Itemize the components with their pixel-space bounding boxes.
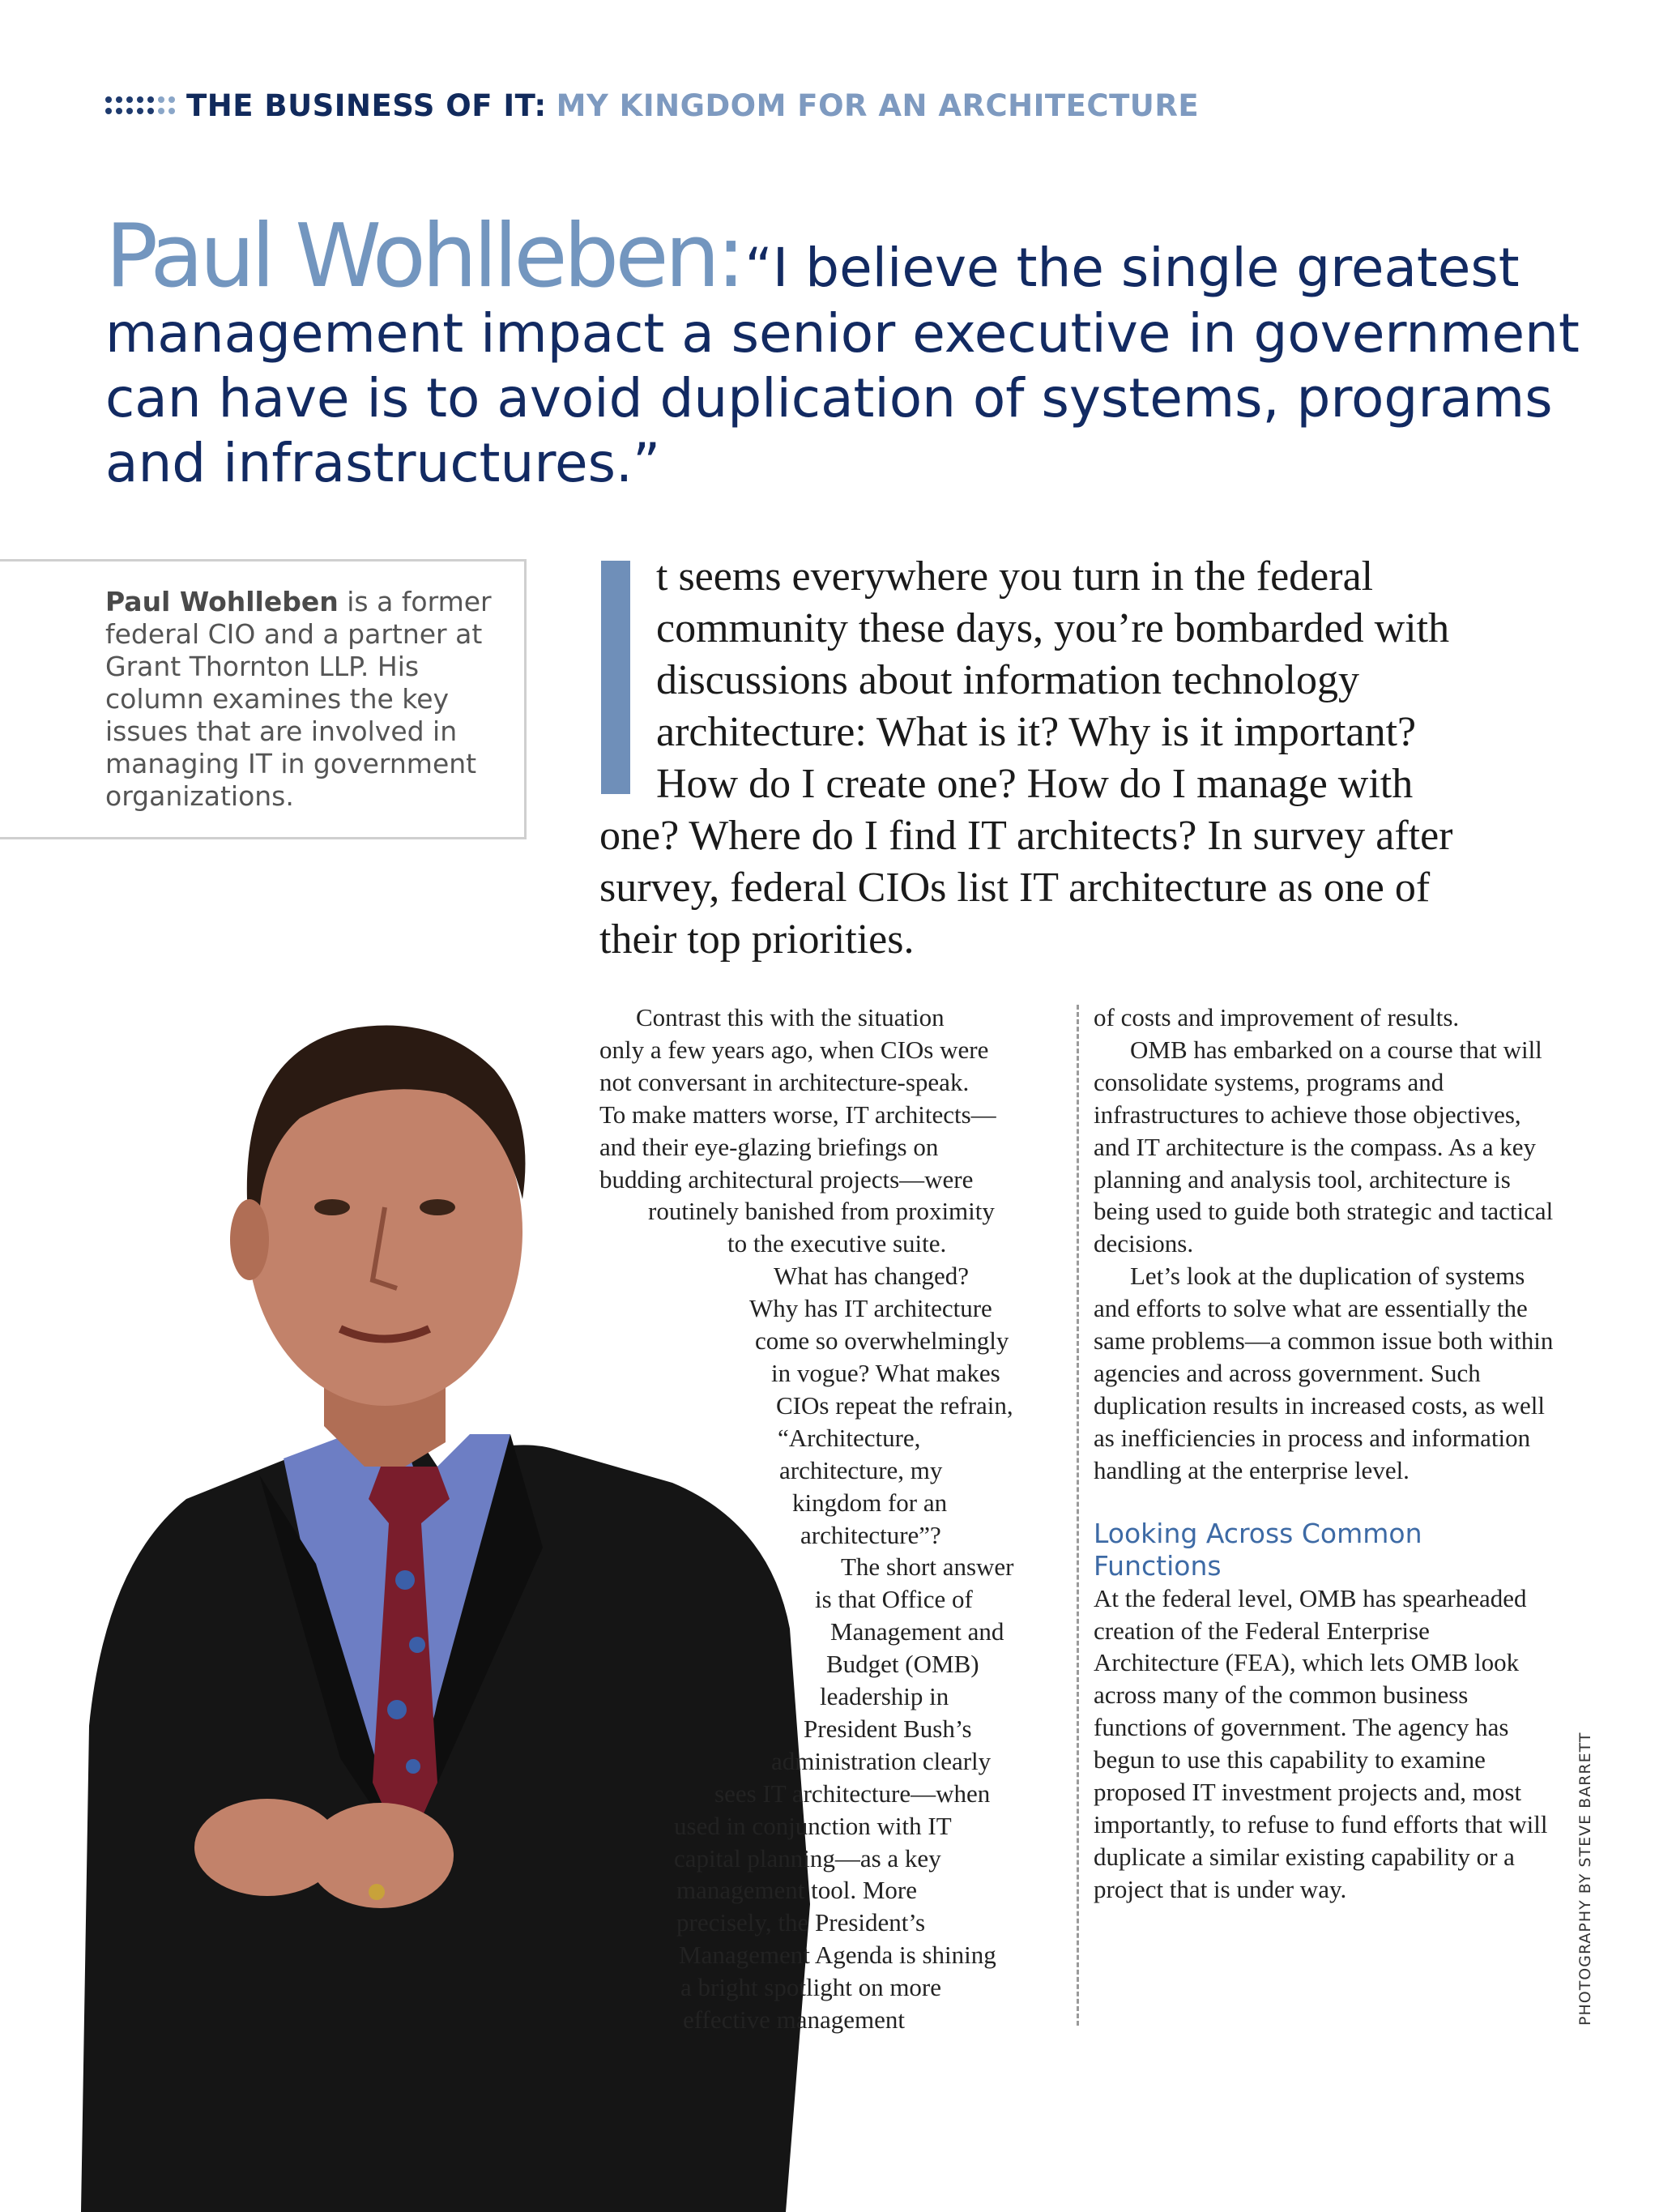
author-bio-text: is a former federal CIO and a partner at Grant Thornton LLP. His column examines the key issues that are involved in managing IT in government organizations.: [105, 586, 492, 812]
intro-line: one? Where do I find IT architects? In survey after: [599, 813, 1453, 859]
col1-line: in vogue? What makes: [771, 1358, 1000, 1387]
intro-line: discussions about information technology: [656, 657, 1360, 703]
headline: [105, 206, 1588, 496]
column-divider: [1077, 1005, 1079, 2026]
headline-quote-line-1: “I believe the single greatest: [744, 237, 1520, 299]
col2-paragraph: At the federal level, OMB has spearheaded creation of the Federal Enterprise Architecture (FEA), which lets OMB look across many of the common business functions of government. The agency has begun to use this capability to examine proposed IT investment projects and, most importantly, to refuse to fund efforts that will duplicate a similar existing capability or a project that is under way.: [1094, 1583, 1548, 1903]
col1-line: effective management: [683, 2005, 905, 2035]
col1-line: management tool. More: [676, 1876, 917, 1905]
intro-line: their top priorities.: [599, 916, 915, 963]
col1-line: and their eye-glazing briefings on: [599, 1132, 939, 1161]
col1-line: Why has IT architecture: [749, 1294, 992, 1323]
col1-line: administration clearly: [771, 1746, 992, 1775]
body-column-2: [1094, 1001, 1555, 1906]
headline-quote-line-2: management impact a senior executive in government: [105, 302, 1580, 365]
col1-line: CIOs repeat the refrain,: [776, 1390, 1013, 1420]
col2-paragraph: of costs and improvement of results.: [1094, 1003, 1460, 1031]
col1-line: leadership in: [820, 1682, 949, 1711]
col1-line: “Architecture,: [778, 1423, 921, 1452]
col1-line: architecture”?: [800, 1520, 941, 1549]
col1-line: architecture, my: [779, 1455, 943, 1484]
col1-line: Management and: [830, 1617, 1004, 1646]
col1-line: kingdom for an: [792, 1488, 948, 1517]
intro-line: t seems everywhere you turn in the federal: [656, 553, 1374, 600]
intro-line: architecture: What is it? Why is it important?: [656, 709, 1417, 755]
body-column-1: [599, 1001, 1053, 2036]
author-name: Paul Wohlleben: [105, 586, 339, 617]
col1-line: is that Office of: [815, 1585, 973, 1614]
col1-line: capital planning—as a key: [674, 1843, 941, 1873]
series-title: THE BUSINESS OF IT:: [186, 88, 547, 123]
intro-line: How do I create one? How do I manage with: [656, 761, 1414, 807]
col1-line: not conversant in architecture-speak.: [599, 1067, 970, 1096]
col2-paragraph: OMB has embarked on a course that will consolidate systems, programs and infrastructures to achieve those objectives, and IT architecture is the compass. As a key planning and analysis tool, architecture is being used to guide both strategic and tactical decisions.: [1094, 1035, 1554, 1258]
col1-line: come so overwhelmingly: [755, 1326, 1009, 1356]
photo-credit: PHOTOGRAPHY BY STEVE BARRETT: [1576, 1732, 1594, 2026]
col1-line: to the executive suite.: [727, 1229, 947, 1258]
col1-line: The short answer: [841, 1552, 1014, 1582]
col1-line: only a few years ago, when CIOs were: [599, 1035, 989, 1064]
intro-paragraph: [599, 551, 1555, 966]
column-topic: MY KINGDOM FOR AN ARCHITECTURE: [556, 88, 1200, 123]
dots-ornament-icon: [105, 96, 175, 114]
col1-line: budding architectural projects—were: [599, 1164, 974, 1194]
intro-line: survey, federal CIOs list IT architecture as one of: [599, 865, 1431, 911]
col2-paragraph: Let’s look at the duplication of systems and efforts to solve what are essentially the same problems—a common issue both within agencies and across government. Such duplication results in increased costs, as well as inefficiencies in process and information handling at the enterprise level.: [1094, 1262, 1554, 1484]
col1-line: a bright spotlight on more: [680, 1973, 942, 2002]
section-header: [105, 88, 1199, 123]
col1-line: What has changed?: [774, 1262, 969, 1291]
col1-line: routinely banished from proximity: [648, 1197, 995, 1226]
col1-line: precisely, the President’s: [676, 1908, 926, 1937]
headline-quote-line-4: and infrastructures.”: [105, 432, 661, 494]
intro-line: community these days, you’re bombarded with: [656, 605, 1450, 651]
col1-line: To make matters worse, IT architects—: [599, 1100, 996, 1129]
author-bio-box: [0, 559, 527, 839]
col1-line: Budget (OMB): [826, 1650, 979, 1679]
subheading: Looking Across Common Functions: [1094, 1517, 1422, 1582]
col1-line: sees IT architecture—when: [714, 1779, 991, 1808]
col1-line: used in conjunction with IT: [674, 1811, 952, 1840]
headline-quote-line-3: can have is to avoid duplication of systems, programs: [105, 367, 1553, 429]
headline-name: Paul Wohlleben:: [105, 206, 742, 307]
col1-line: Contrast this with the situation: [636, 1003, 945, 1031]
col1-line: President Bush’s: [804, 1714, 972, 1743]
col1-line: Management Agenda is shining: [679, 1941, 996, 1970]
author-bio: [105, 586, 492, 813]
